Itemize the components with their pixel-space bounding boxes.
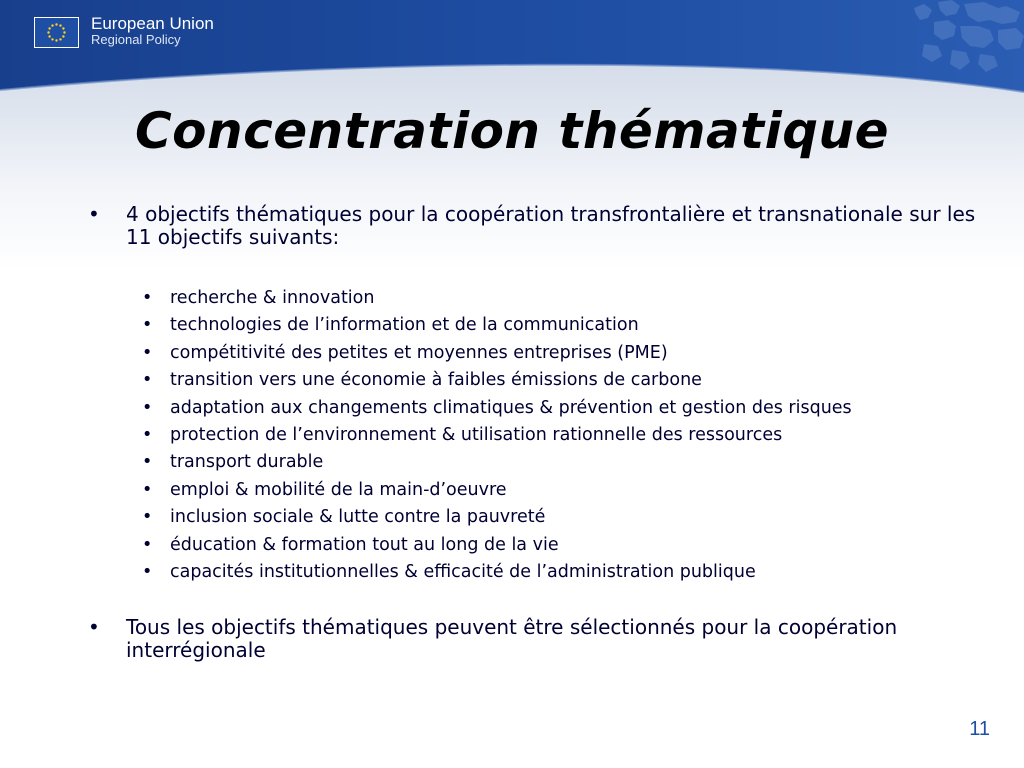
bullet-glyph: • <box>142 315 153 336</box>
sub-bullet-text: transition vers une économie à faibles émissions de carbone <box>170 370 702 391</box>
sub-bullet-text: transport durable <box>170 452 324 473</box>
sub-bullet-item <box>126 532 988 559</box>
bullet-glyph: • <box>142 288 153 308</box>
eu-flag-icon <box>34 17 79 48</box>
main-bullet-text: 4 objectifs thématiques pour la coopération transfrontalière et transnationale sur les 11 objectifs suivants: <box>126 202 976 249</box>
sub-bullet-text: emploi & mobilité de la main-d’oeuvre <box>170 479 507 500</box>
bullet-glyph: • <box>142 507 153 528</box>
sub-bullet-item <box>126 395 988 422</box>
slide-title: Concentration thématique <box>134 102 890 160</box>
bullet-glyph: • <box>142 342 153 363</box>
bullet-glyph: • <box>88 202 100 226</box>
sub-bullet-item <box>126 312 988 339</box>
bullet-glyph: • <box>142 534 153 555</box>
sub-bullet-text: adaptation aux changements climatiques & prévention et gestion des risques <box>170 397 852 418</box>
sub-bullet-text: recherche & innovation <box>170 288 375 308</box>
sub-bullet-item <box>126 504 988 531</box>
bullet-glyph: • <box>142 562 153 583</box>
sub-bullet-text: technologies de l’information et de la communication <box>170 315 639 336</box>
sub-bullet-text: protection de l’environnement & utilisation rationnelle des ressources <box>170 425 783 446</box>
sub-bullet-item <box>126 422 988 449</box>
sub-bullet-item <box>126 285 988 312</box>
sub-bullet-item <box>126 559 988 586</box>
sub-bullet-list <box>126 285 988 586</box>
bullet-glyph: • <box>142 479 153 500</box>
bullet-glyph: • <box>142 397 153 418</box>
sub-bullet-item <box>126 477 988 504</box>
main-bullet-item <box>88 203 988 586</box>
sub-bullet-item <box>126 340 988 367</box>
sub-bullet-text: inclusion sociale & lutte contre la pauvreté <box>170 507 546 528</box>
sub-bullet-text: éducation & formation tout au long de la vie <box>170 534 559 555</box>
main-bullet-text: Tous les objectifs thématiques peuvent être sélectionnés pour la coopération interrégionale <box>126 615 898 663</box>
bullet-glyph: • <box>142 425 153 446</box>
brand-block <box>91 15 214 46</box>
sub-bullet-item <box>126 449 988 476</box>
brand-subtitle: Regional Policy <box>91 31 181 47</box>
main-bullet-list <box>88 203 988 662</box>
bullet-glyph: • <box>142 370 153 391</box>
main-bullet-item <box>88 616 988 662</box>
bullet-glyph: • <box>88 615 100 640</box>
europe-map-icon <box>894 0 1024 78</box>
page-number: 11 <box>969 718 990 740</box>
sub-bullet-text: capacités institutionnelles & efficacité de l’administration publique <box>170 562 756 583</box>
sub-bullet-text: compétitivité des petites et moyennes entreprises (PME) <box>170 342 668 363</box>
bullet-glyph: • <box>142 452 153 473</box>
brand-title: European Union <box>91 14 214 33</box>
sub-bullet-item <box>126 367 988 394</box>
